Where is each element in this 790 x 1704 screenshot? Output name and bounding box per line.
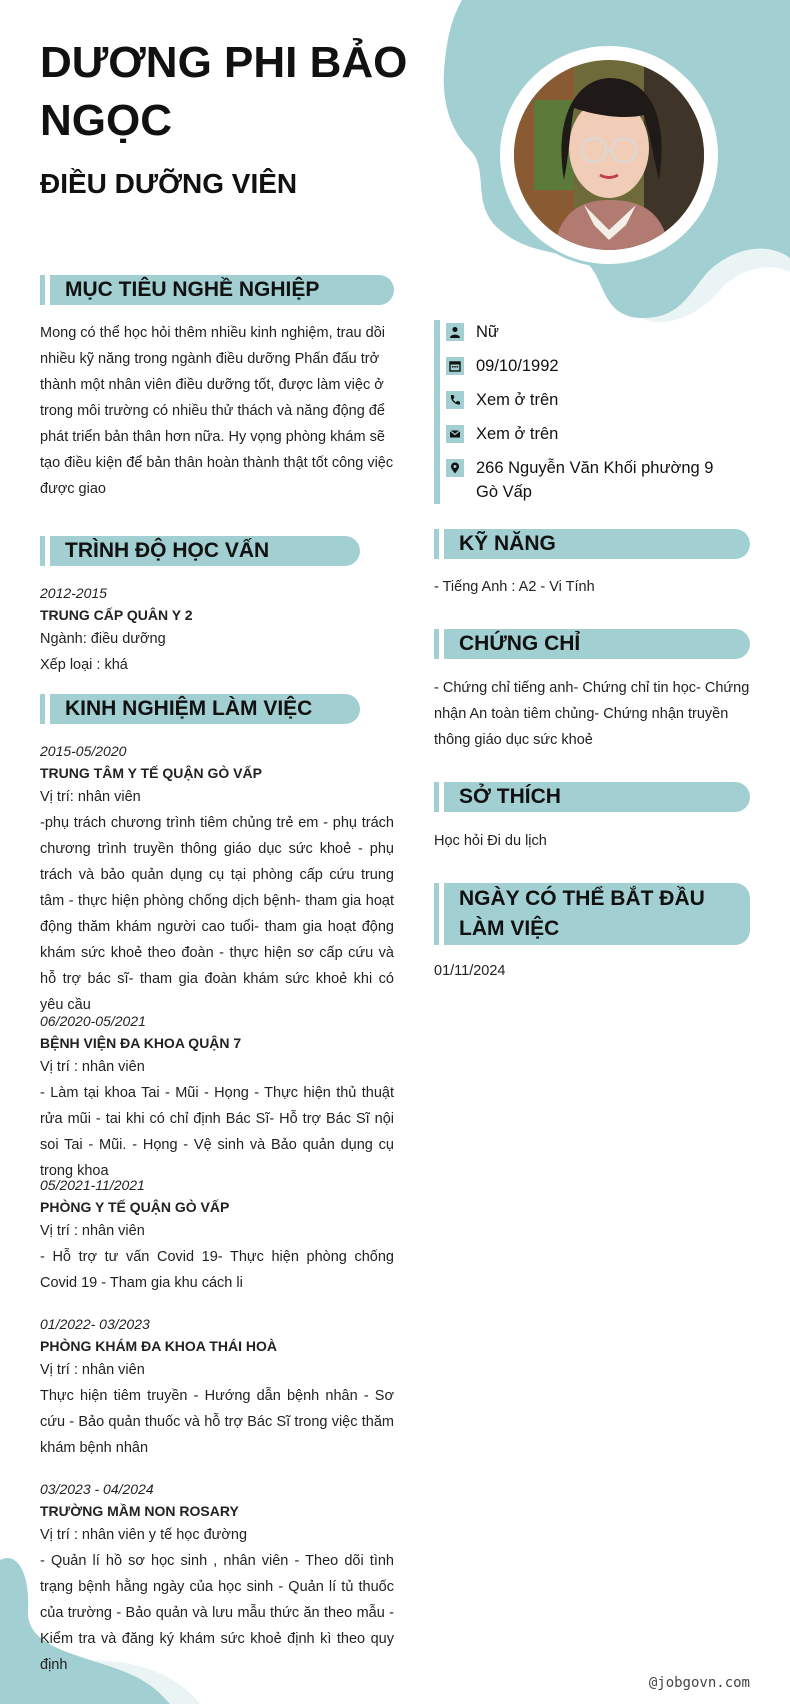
avatar-photo	[514, 60, 704, 250]
hobbies-heading: SỞ THÍCH	[434, 782, 750, 812]
experience-org: BỆNH VIỆN ĐA KHOA QUẬN 7	[40, 1035, 242, 1051]
education-major: Ngành: điều dưỡng	[40, 631, 166, 647]
info-email-value: Xem ở trên	[476, 425, 559, 443]
info-gender-value: Nữ	[476, 323, 499, 341]
experience-desc: -phụ trách chương trình tiêm chủng trẻ em - phụ trách chương trình truyền thông giáo dục sức khoẻ - phụ trách và bảo quản dụng cụ tại phòng cấp cứu trung tâm - thực hiện phòng chống dịch bệnh- tham gia hoạt động thăm khám người cao tuổi- tham gia hoạt động khám sức khoẻ theo đoàn - thực hiện sơ cấp cứu và hỗ trợ bác sĩ- tham gia đoàn khám sức khoẻ khi có yêu cầu	[40, 815, 394, 1013]
experience-item	[40, 1010, 394, 1184]
mail-icon	[446, 425, 464, 443]
experience-org: TRUNG TÂM Y TẾ QUẬN GÒ VẤP	[40, 765, 262, 781]
info-accent-bar	[434, 320, 440, 504]
start-date-heading: NGÀY CÓ THỂ BẮT ĐẦU LÀM VIỆC	[434, 883, 750, 945]
info-address	[446, 456, 736, 504]
objective-heading: MỤC TIÊU NGHỀ NGHIỆP	[40, 275, 394, 305]
experience-desc: - Quản lí hồ sơ học sinh , nhân viên - Theo dõi tình trạng bệnh hằng ngày của học sinh - Quản lí tủ thuốc của trường - Bảo quản và lưu mẫu thức ăn theo mẫu - Kiểm tra và đăng ký khám sức khoẻ định kì theo quy định	[40, 1553, 394, 1673]
experience-desc: Thực hiện tiêm truyền - Hướng dẫn bệnh nhân - Sơ cứu - Bảo quản thuốc và hỗ trợ Bác Sĩ trong việc thăm khám bệnh nhân	[40, 1388, 394, 1456]
candidate-role: ĐIỀU DƯỠNG VIÊN	[40, 168, 298, 199]
certificates-text: - Chứng chỉ tiếng anh- Chứng chỉ tin học- Chứng nhận An toàn tiêm chủng- Chứng nhận truyền thông giáo dục sức khoẻ	[434, 680, 750, 748]
location-icon	[446, 459, 464, 477]
skills-heading: KỸ NĂNG	[434, 529, 750, 559]
experience-position: Vị trí : nhân viên	[40, 1059, 145, 1075]
experience-position: Vị trí : nhân viên y tế học đường	[40, 1527, 248, 1543]
info-birthday	[446, 354, 746, 378]
experience-org: PHÒNG KHÁM ĐA KHOA THÁI HOÀ	[40, 1338, 277, 1354]
experience-period: 03/2023 - 04/2024	[40, 1481, 154, 1497]
experience-position: Vị trí : nhân viên	[40, 1362, 145, 1378]
experience-item	[40, 1174, 394, 1296]
education-school: TRUNG CẤP QUÂN Y 2	[40, 607, 193, 623]
experience-position: Vị trí : nhân viên	[40, 1223, 145, 1239]
experience-period: 01/2022- 03/2023	[40, 1316, 150, 1332]
info-birthday-value: 09/10/1992	[476, 357, 559, 375]
certificates-heading: CHỨNG CHỈ	[434, 629, 750, 659]
skills-text: - Tiếng Anh : A2 - Vi Tính	[434, 579, 595, 595]
experience-item	[40, 1478, 394, 1678]
info-email	[446, 422, 746, 446]
experience-period: 06/2020-05/2021	[40, 1013, 146, 1029]
hobbies-text: Học hỏi Đi du lịch	[434, 833, 547, 849]
calendar-icon	[446, 357, 464, 375]
watermark: @jobgovn.com	[648, 1675, 750, 1691]
info-phone-value: Xem ở trên	[476, 391, 559, 409]
info-gender	[446, 320, 746, 344]
education-heading: TRÌNH ĐỘ HỌC VẤN	[40, 536, 360, 566]
experience-period: 05/2021-11/2021	[40, 1177, 145, 1193]
education-period: 2012-2015	[40, 585, 107, 601]
experience-heading: KINH NGHIỆM LÀM VIỆC	[40, 694, 360, 724]
experience-item	[40, 740, 394, 1018]
start-date-text: 01/11/2024	[434, 963, 506, 979]
candidate-name: DƯƠNG PHI BẢO NGỌC	[40, 38, 408, 145]
person-icon	[446, 323, 464, 341]
experience-period: 2015-05/2020	[40, 743, 127, 759]
experience-org: PHÒNG Y TẾ QUẬN GÒ VẤP	[40, 1199, 230, 1215]
education-grade: Xếp loại : khá	[40, 657, 128, 673]
info-phone	[446, 388, 746, 412]
education-block	[40, 582, 394, 678]
experience-item	[40, 1313, 394, 1461]
experience-org: TRƯỜNG MẦM NON ROSARY	[40, 1503, 239, 1519]
objective-text: Mong có thể học hỏi thêm nhiều kinh nghiệm, trau dồi nhiều kỹ năng trong ngành điều dưỡng Phấn đấu trở thành một nhân viên điều dưỡng tốt, được làm việc ở trong môi trường có nhiều thử thách và năng động để phát triển bản thân hơn nữa. Hy vọng phòng khám sẽ tạo điều kiện để bản thân hoàn thành thật tốt công việc được giao	[40, 325, 394, 497]
experience-desc: - Làm tại khoa Tai - Mũi - Họng - Thực hiện thủ thuật rửa mũi - tai khi có chỉ định Bác Sĩ- Hỗ trợ Bác Sĩ nội soi Tai - Mũi. - Họng - Vệ sinh và Bảo quản dụng cụ trong khoa	[40, 1085, 394, 1179]
avatar	[500, 46, 718, 264]
experience-position: Vị trí: nhân viên	[40, 789, 141, 805]
phone-icon	[446, 391, 464, 409]
info-address-value: 266 Nguyễn Văn Khối phường 9 Gò Vấp	[476, 459, 714, 501]
experience-desc: - Hỗ trợ tư vấn Covid 19- Thực hiện phòng chống Covid 19 - Tham gia khu cách li	[40, 1249, 394, 1291]
